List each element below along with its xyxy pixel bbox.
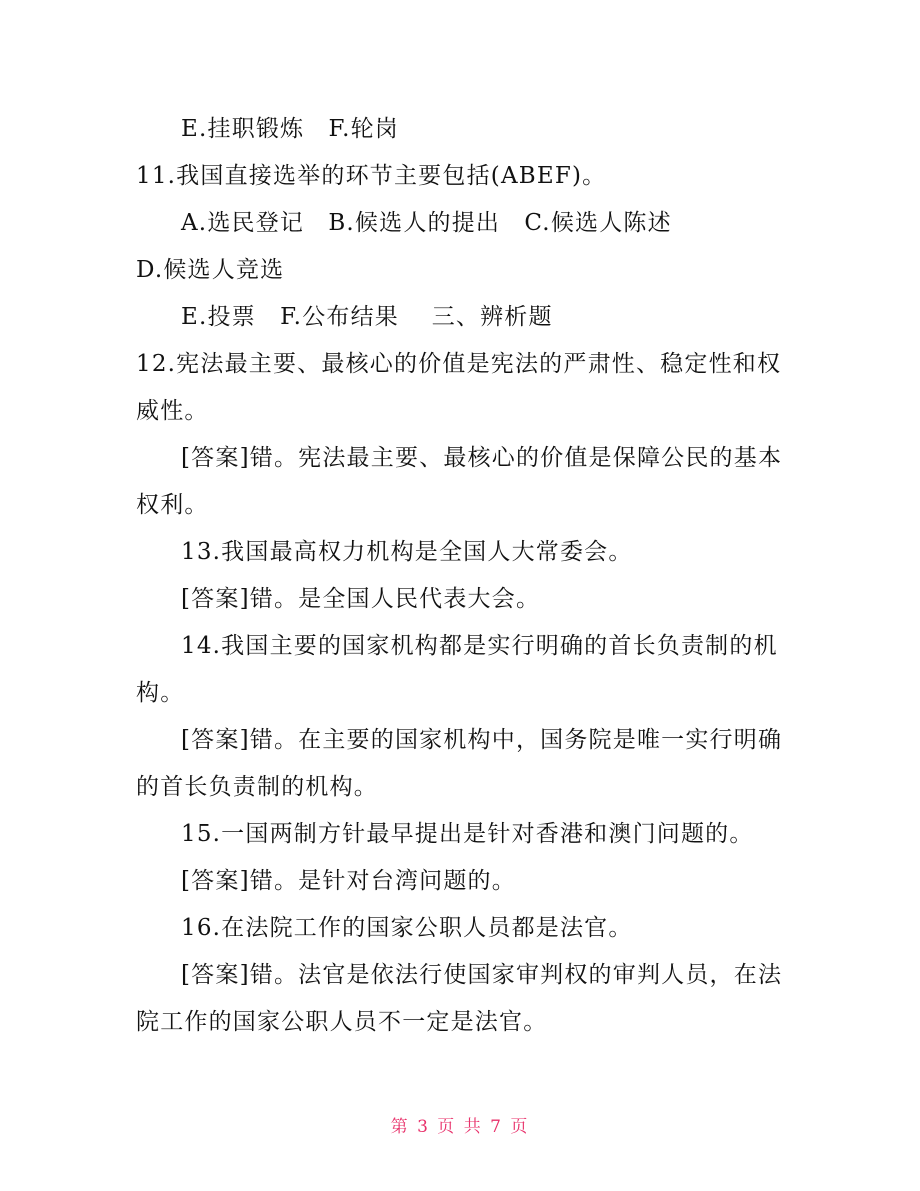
answer-14: [答案]错。在主要的国家机构中，国务院是唯一实行明确的首长负责制的机构。: [136, 727, 783, 800]
question-13: 13.我国最高权力机构是全国人大常委会。: [181, 539, 633, 565]
paragraph-options-e-f: E.挂职锻炼 F.轮岗: [181, 116, 399, 142]
page-number-footer: 第 3 页 共 7 页: [390, 1117, 530, 1137]
question-11-option-d: D.候选人竞选: [136, 257, 285, 283]
question-11: 11.我国直接选举的环节主要包括(ABEF)。: [136, 163, 607, 189]
question-16: 16.在法院工作的国家公职人员都是法官。: [181, 915, 633, 941]
answer-15: [答案]错。是针对台湾问题的。: [181, 868, 516, 894]
answer-13: [答案]错。是全国人民代表大会。: [181, 586, 541, 612]
document-body: [136, 106, 786, 1046]
question-11-options-e-f-section-heading: E.投票 F.公布结果 三、辨析题: [181, 304, 553, 330]
question-12: 12.宪法最主要、最核心的价值是宪法的严肃性、稳定性和权威性。: [136, 351, 782, 424]
answer-12: [答案]错。宪法最主要、最核心的价值是保障公民的基本权利。: [136, 445, 783, 518]
answer-16: [答案]错。法官是依法行使国家审判权的审判人员，在法院工作的国家公职人员不一定是法官。: [136, 962, 783, 1035]
question-14: 14.我国主要的国家机构都是实行明确的首长负责制的机构。: [136, 633, 778, 706]
question-15: 15.一国两制方针最早提出是针对香港和澳门问题的。: [181, 821, 754, 847]
question-11-options-a-c: A.选民登记 B.候选人的提出 C.候选人陈述: [181, 210, 672, 236]
